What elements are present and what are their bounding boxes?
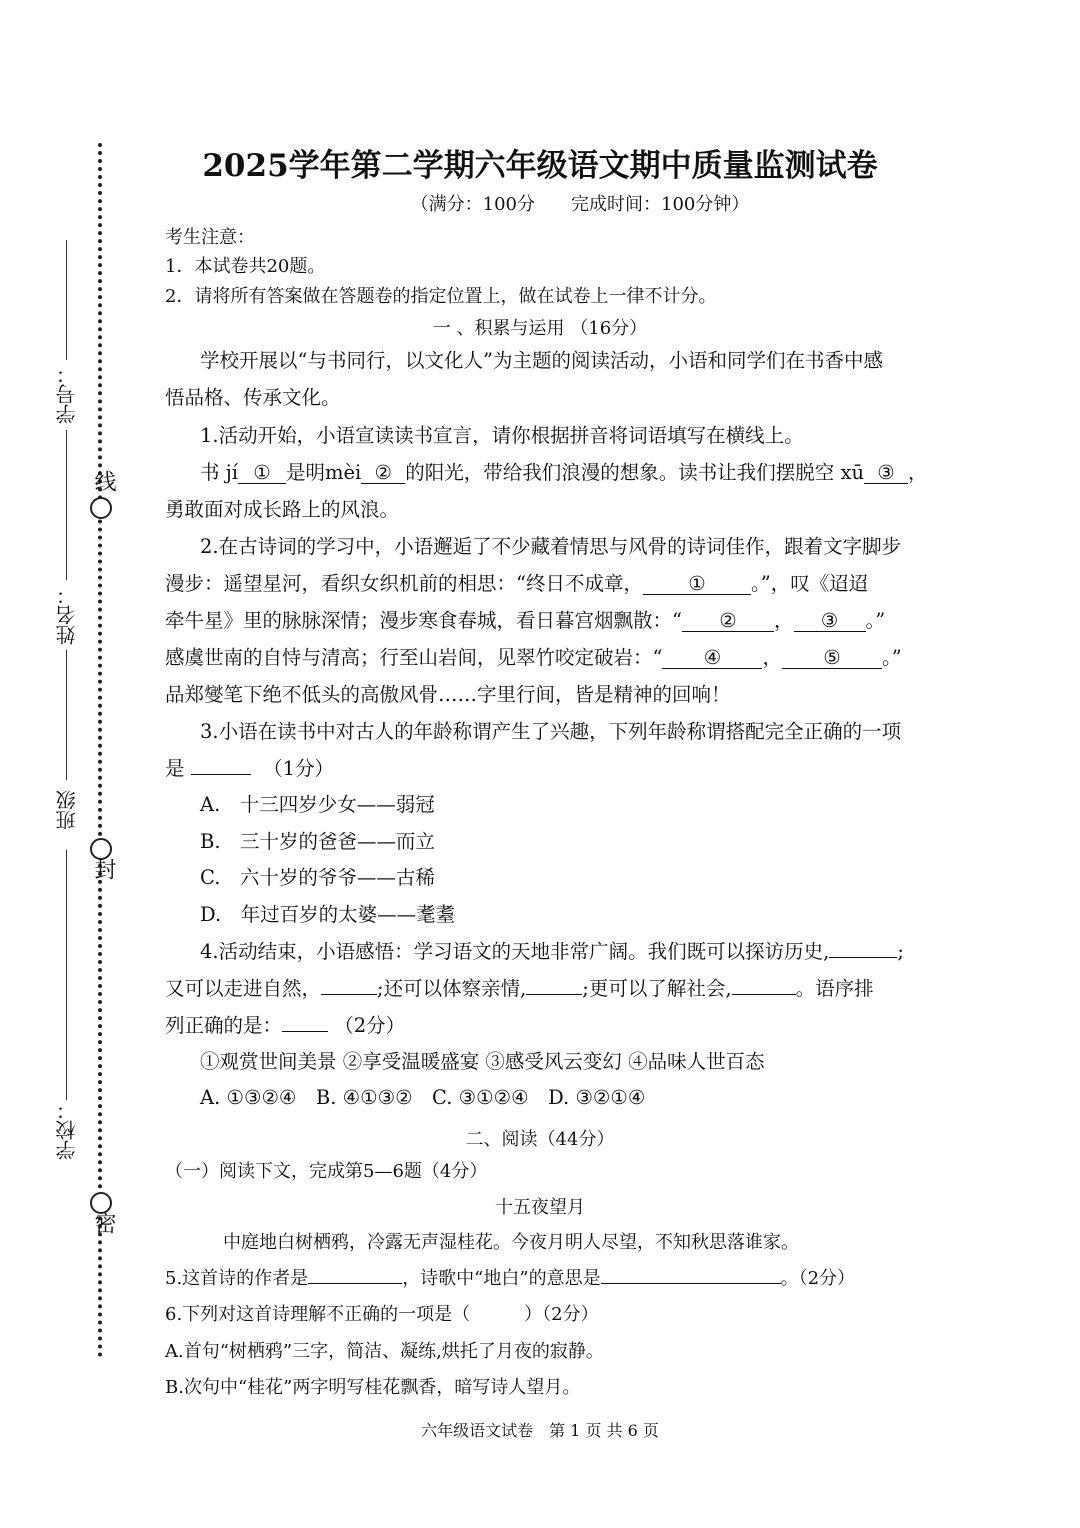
notice-heading: 考生注意：: [165, 227, 255, 248]
q4-part: 列正确的是：: [165, 1014, 283, 1037]
question-4-phrases: ①观赏世间美景 ②享受温暖盛宴 ③感受风云变幻 ④品味人世百态: [200, 1050, 765, 1073]
option: C. 六十岁的爷爷——古稀: [200, 866, 435, 889]
question-1-text: [200, 457, 928, 485]
answer-blank[interactable]: ①: [643, 573, 751, 595]
notice-item: 1．本试卷共20题。: [165, 256, 326, 277]
q2-part: 漫步：遥望星河，看织女织机前的相思：“终日不成章，: [165, 572, 643, 595]
q2-part: 牵牛星》里的脉脉深情；漫步寒食春城，看日暮宫烟飘散：“: [165, 609, 682, 632]
answer-blank[interactable]: ②: [682, 610, 774, 632]
question-2-text: [165, 605, 885, 633]
binding-word-mi: 密: [91, 1212, 116, 1234]
binding-word-feng: 封: [91, 858, 116, 880]
intro-text: 学校开展以“与书同行，以文化人”为主题的阅读活动，小语和同学们在书香中感: [200, 349, 883, 372]
q4-part: ;更可以了解社会,: [582, 977, 732, 1000]
class-label: 班级: [55, 790, 79, 830]
q5-part: 。（2分）: [780, 1268, 856, 1289]
question-4-choices: A. ①③②④ B. ④①③② C. ③①②④ D. ③②①④: [200, 1086, 646, 1109]
option: A.首句“树栖鸦”三字，简洁、凝练,烘托了月夜的寂静。: [165, 1341, 604, 1362]
q2-part: 。”: [882, 646, 902, 669]
option: B.次句中“桂花”两字明写桂花飘香，暗写诗人望月。: [165, 1377, 581, 1398]
question-2-text: 品郑燮笔下绝不低头的高傲风骨……字里行间，皆是精神的回响！: [165, 683, 731, 706]
answer-blank[interactable]: [321, 994, 377, 995]
answer-blank[interactable]: [191, 774, 251, 775]
question-1-text: 勇敢面对成长路上的风浪。: [165, 498, 400, 521]
option: D. 年过百岁的太婆——耄耋: [200, 903, 456, 926]
q3-part: 是: [165, 757, 185, 780]
q4-part: 。语序排: [795, 977, 874, 1000]
q1-part: 是明mèi: [285, 461, 362, 484]
binding-circle: [90, 497, 112, 519]
question-4-text: [165, 973, 874, 1001]
poem-text: 中庭地白树栖鸦，冷露无声湿桂花。今夜月明人尽望，不知秋思落谁家。: [223, 1232, 799, 1253]
answer-blank[interactable]: [601, 1283, 781, 1284]
question-4-text: [200, 936, 904, 964]
section-title: 一 、积累与运用 （16分）: [432, 318, 648, 339]
answer-blank[interactable]: [829, 957, 897, 958]
name-label: 姓名：: [55, 585, 79, 645]
q2-part: ，: [773, 609, 794, 632]
q2-part: 感虞世南的自恃与清高；行至山岩间，见翠竹咬定破岩：“: [165, 646, 663, 669]
question-5-text: [165, 1264, 855, 1290]
question-3-text: 3.小语在读书中对古人的年龄称谓产生了兴趣，下列年龄称谓搭配完全正确的一项: [200, 720, 902, 743]
answer-blank[interactable]: ⑤: [782, 647, 882, 669]
q2-part: ，: [762, 646, 782, 669]
q4-part: ;: [897, 940, 904, 963]
name-field-line: [66, 430, 67, 580]
student-id-label: 学号：: [55, 364, 79, 424]
question-3-text: [165, 753, 334, 781]
poem-title: 十五夜望月: [495, 1197, 585, 1218]
binding-word-xian: 线: [91, 470, 116, 492]
q3-part: （1分）: [263, 757, 335, 780]
q1-part: 书 jí: [200, 461, 238, 484]
page-footer: 六年级语文试卷 第 1 页 共 6 页: [421, 1421, 659, 1440]
reading-part-title: （一）阅读下文，完成第5—6题（4分）: [165, 1161, 488, 1182]
student-id-field-line: [66, 240, 67, 360]
question-2-text: [165, 642, 902, 670]
question-6-text: 6.下列对这首诗理解不正确的一项是（ ）（2分）: [165, 1304, 599, 1325]
q2-part: 。”，叹《迢迢: [750, 572, 869, 595]
q2-part: 。”: [865, 609, 886, 632]
notice-item: 2．请将所有答案做在答题卷的指定位置上，做在试卷上一律不计分。: [165, 286, 717, 307]
exam-info: （满分：100分 完成时间：100分钟）: [410, 194, 750, 215]
question-1-stem: 1.活动开始，小语宣读读书宣言，请你根据拼音将词语填写在横线上。: [200, 424, 804, 447]
answer-blank[interactable]: [308, 1283, 402, 1284]
option: A. 十三四岁少女——弱冠: [200, 793, 435, 816]
answer-blank[interactable]: [282, 1031, 328, 1032]
school-label: 学校：: [55, 1100, 79, 1160]
question-4-text: [165, 1010, 405, 1038]
q1-part: ，: [908, 461, 928, 484]
answer-blank[interactable]: [526, 994, 582, 995]
binding-circle: [90, 838, 112, 860]
answer-blank[interactable]: ①: [238, 462, 286, 484]
answer-blank[interactable]: ④: [662, 647, 762, 669]
answer-blank[interactable]: [732, 994, 796, 995]
answer-blank[interactable]: ③: [864, 462, 908, 484]
answer-blank[interactable]: ②: [361, 462, 405, 484]
option: B. 三十岁的爸爸——而立: [200, 830, 436, 853]
school-field-line: [66, 850, 67, 1100]
page-title: 2025学年第二学期六年级语文期中质量监测试卷: [202, 148, 878, 184]
q4-part: 4.活动结束，小语感悟：学习语文的天地非常广阔。我们既可以探访历史,: [200, 940, 830, 963]
question-2-text: 2.在古诗词的学习中，小语邂逅了不少藏着情思与风骨的诗词佳作，跟着文字脚步: [200, 535, 902, 558]
q5-part: ，诗歌中“地白”的意思是: [402, 1268, 601, 1289]
q5-part: 5.这首诗的作者是: [165, 1268, 309, 1289]
question-2-text: [165, 568, 868, 596]
q4-part: 又可以走进自然，: [165, 977, 322, 1000]
intro-text: 悟品格、传承文化。: [165, 386, 341, 409]
section-title: 二、阅读（44分）: [465, 1129, 615, 1150]
q4-part: ;还可以体察亲情,: [377, 977, 527, 1000]
answer-blank[interactable]: ③: [794, 610, 866, 632]
q4-part: （2分）: [334, 1014, 406, 1037]
q1-part: 的阳光，带给我们浪漫的想象。读书让我们摆脱空 xū: [405, 461, 865, 484]
class-field-line: [66, 650, 67, 780]
